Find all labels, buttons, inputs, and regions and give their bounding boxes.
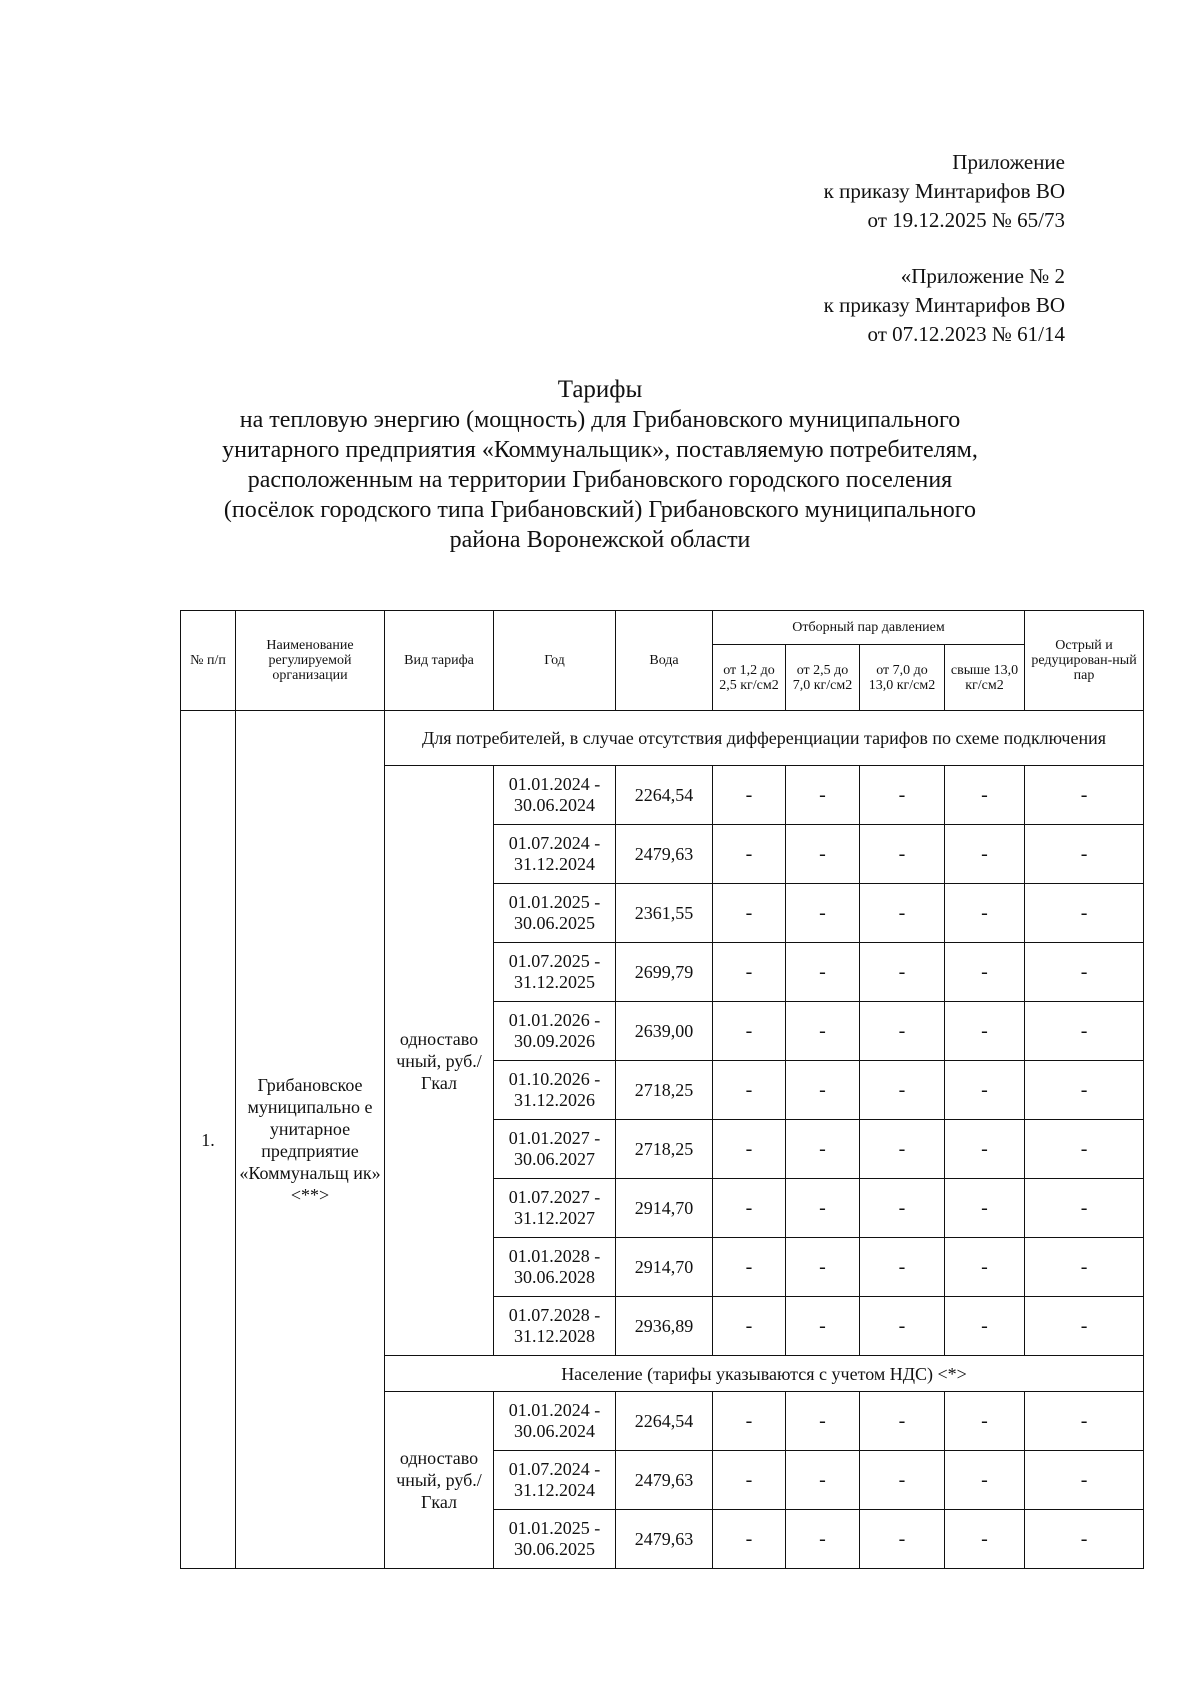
header-num: № п/п xyxy=(181,611,236,711)
empty-value-cell: - xyxy=(1025,1392,1144,1451)
water-tariff-cell: 2639,00 xyxy=(616,1002,713,1061)
period-cell: 01.07.2024 - 31.12.2024 xyxy=(494,1451,616,1510)
empty-value-cell: - xyxy=(1025,943,1144,1002)
empty-value-cell: - xyxy=(1025,1179,1144,1238)
empty-value-cell: - xyxy=(945,1002,1025,1061)
empty-value-cell: - xyxy=(713,943,786,1002)
section-title-consumers: Для потребителей, в случае отсутствия дифференциации тарифов по схеме подключения xyxy=(385,711,1144,766)
empty-value-cell: - xyxy=(713,1179,786,1238)
empty-value-cell: - xyxy=(786,766,860,825)
empty-value-cell: - xyxy=(786,943,860,1002)
header-steam-1: от 1,2 до 2,5 кг/см2 xyxy=(713,645,786,711)
tariff-type: одноставо чный, руб./Гкал xyxy=(385,766,494,1356)
empty-value-cell: - xyxy=(713,1510,786,1569)
original-appendix-line: «Приложение № 2 xyxy=(900,264,1065,288)
period-cell: 01.01.2024 - 30.06.2024 xyxy=(494,1392,616,1451)
header-water: Вода xyxy=(616,611,713,711)
empty-value-cell: - xyxy=(713,1002,786,1061)
empty-value-cell: - xyxy=(945,1451,1025,1510)
empty-value-cell: - xyxy=(786,1510,860,1569)
empty-value-cell: - xyxy=(1025,766,1144,825)
empty-value-cell: - xyxy=(945,884,1025,943)
empty-value-cell: - xyxy=(945,825,1025,884)
empty-value-cell: - xyxy=(786,1451,860,1510)
empty-value-cell: - xyxy=(860,884,945,943)
appendix-line: Приложение xyxy=(952,150,1065,174)
empty-value-cell: - xyxy=(945,943,1025,1002)
empty-value-cell: - xyxy=(713,766,786,825)
empty-value-cell: - xyxy=(860,825,945,884)
empty-value-cell: - xyxy=(860,766,945,825)
empty-value-cell: - xyxy=(713,884,786,943)
water-tariff-cell: 2718,25 xyxy=(616,1120,713,1179)
empty-value-cell: - xyxy=(786,1392,860,1451)
original-appendix-line: к приказу Минтарифов ВО xyxy=(823,293,1065,317)
title-line: района Воронежской области xyxy=(449,527,751,553)
empty-value-cell: - xyxy=(1025,1510,1144,1569)
empty-value-cell: - xyxy=(786,1297,860,1356)
empty-value-cell: - xyxy=(1025,1238,1144,1297)
empty-value-cell: - xyxy=(860,1451,945,1510)
section-row xyxy=(181,711,1144,766)
water-tariff-cell: 2361,55 xyxy=(616,884,713,943)
empty-value-cell: - xyxy=(786,1238,860,1297)
period-cell: 01.01.2027 - 30.06.2027 xyxy=(494,1120,616,1179)
original-appendix-line: от 07.12.2023 № 61/14 xyxy=(867,322,1065,346)
header-steam-group: Отборный пар давлением xyxy=(713,611,1025,645)
empty-value-cell: - xyxy=(1025,1061,1144,1120)
water-tariff-cell: 2264,54 xyxy=(616,766,713,825)
empty-value-cell: - xyxy=(786,884,860,943)
title-line: на тепловую энергию (мощность) для Грибановского муниципального xyxy=(239,407,961,433)
water-tariff-cell: 2914,70 xyxy=(616,1179,713,1238)
period-cell: 01.07.2025 - 31.12.2025 xyxy=(494,943,616,1002)
period-cell: 01.01.2024 - 30.06.2024 xyxy=(494,766,616,825)
empty-value-cell: - xyxy=(786,1120,860,1179)
empty-value-cell: - xyxy=(1025,1120,1144,1179)
title-main: Тарифы xyxy=(557,376,643,403)
period-cell: 01.01.2028 - 30.06.2028 xyxy=(494,1238,616,1297)
period-cell: 01.07.2027 - 31.12.2027 xyxy=(494,1179,616,1238)
empty-value-cell: - xyxy=(713,825,786,884)
section-title-population: Население (тарифы указываются с учетом НДС) <*> xyxy=(385,1356,1144,1392)
empty-value-cell: - xyxy=(1025,1002,1144,1061)
header-steam-4: свыше 13,0 кг/см2 xyxy=(945,645,1025,711)
empty-value-cell: - xyxy=(713,1061,786,1120)
period-cell: 01.07.2028 - 31.12.2028 xyxy=(494,1297,616,1356)
header-year: Год xyxy=(494,611,616,711)
empty-value-cell: - xyxy=(860,1297,945,1356)
empty-value-cell: - xyxy=(945,1238,1025,1297)
empty-value-cell: - xyxy=(945,1179,1025,1238)
empty-value-cell: - xyxy=(713,1451,786,1510)
empty-value-cell: - xyxy=(1025,825,1144,884)
empty-value-cell: - xyxy=(945,1120,1025,1179)
empty-value-cell: - xyxy=(945,1392,1025,1451)
empty-value-cell: - xyxy=(945,766,1025,825)
period-cell: 01.01.2025 - 30.06.2025 xyxy=(494,884,616,943)
appendix-line: к приказу Минтарифов ВО xyxy=(823,179,1065,203)
appendix-line: от 19.12.2025 № 65/73 xyxy=(867,208,1065,232)
row-number: 1. xyxy=(181,711,236,1569)
empty-value-cell: - xyxy=(786,1002,860,1061)
empty-value-cell: - xyxy=(786,1179,860,1238)
empty-value-cell: - xyxy=(1025,1451,1144,1510)
empty-value-cell: - xyxy=(860,1061,945,1120)
period-cell: 01.01.2025 - 30.06.2025 xyxy=(494,1510,616,1569)
title-line: (посёлок городского типа Грибановский) Грибановского муниципального xyxy=(223,497,977,523)
header-steam-3: от 7,0 до 13,0 кг/см2 xyxy=(860,645,945,711)
header-tariff-type: Вид тарифа xyxy=(385,611,494,711)
empty-value-cell: - xyxy=(945,1297,1025,1356)
header-sharp-steam: Острый и редуцирован-ный пар xyxy=(1025,611,1144,711)
water-tariff-cell: 2479,63 xyxy=(616,1451,713,1510)
appendix-header xyxy=(824,148,1065,235)
organization-name: Грибановское муниципально е унитарное предприятие «Коммунальщ ик» <**> xyxy=(236,711,385,1569)
period-cell: 01.10.2026 - 31.12.2026 xyxy=(494,1061,616,1120)
period-cell: 01.01.2026 - 30.09.2026 xyxy=(494,1002,616,1061)
empty-value-cell: - xyxy=(786,825,860,884)
empty-value-cell: - xyxy=(713,1297,786,1356)
title-line: расположенным на территории Грибановского городского поселения xyxy=(247,467,953,493)
original-appendix-header xyxy=(824,262,1065,349)
empty-value-cell: - xyxy=(860,1510,945,1569)
water-tariff-cell: 2914,70 xyxy=(616,1238,713,1297)
water-tariff-cell: 2936,89 xyxy=(616,1297,713,1356)
empty-value-cell: - xyxy=(860,1392,945,1451)
empty-value-cell: - xyxy=(786,1061,860,1120)
water-tariff-cell: 2699,79 xyxy=(616,943,713,1002)
water-tariff-cell: 2479,63 xyxy=(616,1510,713,1569)
empty-value-cell: - xyxy=(860,943,945,1002)
empty-value-cell: - xyxy=(713,1238,786,1297)
empty-value-cell: - xyxy=(1025,1297,1144,1356)
header-steam-2: от 2,5 до 7,0 кг/см2 xyxy=(786,645,860,711)
empty-value-cell: - xyxy=(860,1120,945,1179)
water-tariff-cell: 2718,25 xyxy=(616,1061,713,1120)
water-tariff-cell: 2264,54 xyxy=(616,1392,713,1451)
empty-value-cell: - xyxy=(860,1238,945,1297)
empty-value-cell: - xyxy=(713,1392,786,1451)
period-cell: 01.07.2024 - 31.12.2024 xyxy=(494,825,616,884)
empty-value-cell: - xyxy=(1025,884,1144,943)
tariffs-table xyxy=(180,610,1144,1569)
header-org: Наименование регулируемой организации xyxy=(236,611,385,711)
title-line: унитарного предприятия «Коммунальщик», поставляемую потребителям, xyxy=(222,437,978,463)
empty-value-cell: - xyxy=(860,1179,945,1238)
document-title xyxy=(150,375,1050,555)
empty-value-cell: - xyxy=(945,1510,1025,1569)
water-tariff-cell: 2479,63 xyxy=(616,825,713,884)
empty-value-cell: - xyxy=(713,1120,786,1179)
empty-value-cell: - xyxy=(860,1002,945,1061)
tariff-type: одноставо чный, руб./Гкал xyxy=(385,1392,494,1569)
empty-value-cell: - xyxy=(945,1061,1025,1120)
